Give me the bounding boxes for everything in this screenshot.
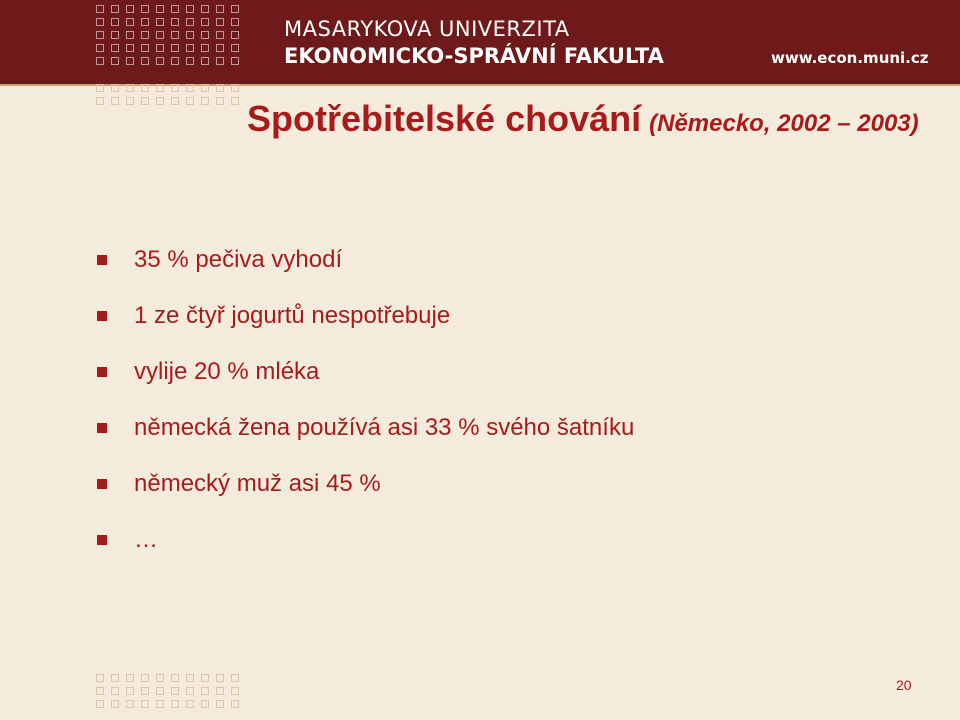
header-bar [0, 0, 960, 84]
pattern-square [216, 97, 224, 105]
pattern-square [171, 674, 179, 682]
pattern-square [96, 44, 104, 52]
pattern-square [111, 700, 119, 708]
title-subtitle: (Německo, 2002 – 2003) [649, 110, 919, 137]
bullet-text: německá žena používá asi 33 % svého šatníku [134, 414, 635, 441]
pattern-square [141, 44, 149, 52]
pattern-square [126, 18, 134, 26]
university-name: MASARYKOVA UNIVERZITA [284, 17, 570, 41]
pattern-square [126, 84, 134, 92]
pattern-square [231, 674, 239, 682]
pattern-square [231, 31, 239, 39]
pattern-square [156, 700, 164, 708]
pattern-square [216, 18, 224, 26]
pattern-square [216, 44, 224, 52]
pattern-square [201, 57, 209, 65]
pattern-square [126, 674, 134, 682]
pattern-square [216, 84, 224, 92]
bullet-item [97, 512, 634, 568]
pattern-square [231, 5, 239, 13]
pattern-square [111, 44, 119, 52]
pattern-square [111, 84, 119, 92]
pattern-square [126, 5, 134, 13]
pattern-square [201, 687, 209, 695]
pattern-square [111, 687, 119, 695]
pattern-square [186, 57, 194, 65]
pattern-square [141, 674, 149, 682]
pattern-square [156, 97, 164, 105]
pattern-square [96, 687, 104, 695]
square-bullet-icon [97, 255, 107, 265]
square-bullet-icon [97, 423, 107, 433]
pattern-square [216, 31, 224, 39]
pattern-square [186, 84, 194, 92]
faculty-name: EKONOMICKO-SPRÁVNÍ FAKULTA [284, 44, 664, 68]
pattern-square [156, 687, 164, 695]
pattern-square [141, 57, 149, 65]
pattern-square [186, 687, 194, 695]
pattern-square [96, 57, 104, 65]
pattern-square [126, 97, 134, 105]
bullet-list [97, 232, 634, 568]
pattern-square [96, 97, 104, 105]
pattern-square [141, 18, 149, 26]
pattern-square [186, 674, 194, 682]
pattern-square [156, 18, 164, 26]
pattern-square [231, 700, 239, 708]
pattern-square [156, 31, 164, 39]
decorative-square-pattern [96, 84, 246, 105]
slide-title [247, 98, 919, 140]
pattern-square [216, 687, 224, 695]
pattern-square [201, 97, 209, 105]
pattern-square [186, 97, 194, 105]
pattern-square [216, 57, 224, 65]
pattern-square [201, 84, 209, 92]
pattern-square [96, 700, 104, 708]
pattern-square [126, 700, 134, 708]
website-link[interactable]: www.econ.muni.cz [771, 49, 929, 67]
pattern-square [231, 57, 239, 65]
bullet-text: 1 ze čtyř jogurtů nespotřebuje [134, 302, 451, 329]
bullet-text: … [134, 526, 158, 553]
pattern-square [126, 57, 134, 65]
pattern-square [156, 57, 164, 65]
pattern-square [171, 57, 179, 65]
pattern-square [231, 97, 239, 105]
pattern-square [96, 18, 104, 26]
pattern-square [186, 44, 194, 52]
page-number: 20 [896, 677, 912, 693]
pattern-square [126, 31, 134, 39]
bullet-item [97, 400, 634, 456]
pattern-square [126, 687, 134, 695]
pattern-square [231, 18, 239, 26]
pattern-square [156, 5, 164, 13]
pattern-square [171, 44, 179, 52]
pattern-square [171, 97, 179, 105]
pattern-square [156, 44, 164, 52]
pattern-square [96, 84, 104, 92]
pattern-square [171, 18, 179, 26]
pattern-square [171, 84, 179, 92]
pattern-square [201, 31, 209, 39]
pattern-square [96, 5, 104, 13]
square-bullet-icon [97, 367, 107, 377]
pattern-square [171, 5, 179, 13]
bullet-text: německý muž asi 45 % [134, 470, 381, 497]
pattern-square [231, 44, 239, 52]
pattern-square [156, 674, 164, 682]
pattern-square [111, 31, 119, 39]
bullet-text: 35 % pečiva vyhodí [134, 246, 343, 273]
pattern-square [141, 97, 149, 105]
bullet-item [97, 456, 634, 512]
pattern-square [111, 18, 119, 26]
bullet-item [97, 288, 634, 344]
pattern-square [186, 31, 194, 39]
pattern-square [231, 84, 239, 92]
pattern-square [111, 674, 119, 682]
pattern-square [141, 31, 149, 39]
title-main: Spotřebitelské chování [247, 98, 642, 139]
pattern-square [111, 97, 119, 105]
pattern-square [111, 57, 119, 65]
pattern-square [171, 687, 179, 695]
pattern-square [96, 31, 104, 39]
bullet-item [97, 344, 634, 400]
pattern-square [126, 44, 134, 52]
pattern-square [201, 700, 209, 708]
pattern-square [201, 5, 209, 13]
pattern-square [96, 674, 104, 682]
pattern-square [141, 700, 149, 708]
bullet-item [97, 232, 634, 288]
pattern-square [156, 84, 164, 92]
pattern-square [171, 700, 179, 708]
pattern-square [216, 5, 224, 13]
pattern-square [141, 84, 149, 92]
square-bullet-icon [97, 535, 107, 545]
pattern-square [201, 44, 209, 52]
pattern-square [186, 18, 194, 26]
pattern-square [141, 687, 149, 695]
pattern-square [216, 700, 224, 708]
square-bullet-icon [97, 479, 107, 489]
decorative-square-pattern [96, 5, 246, 65]
square-bullet-icon [97, 311, 107, 321]
pattern-square [111, 5, 119, 13]
pattern-square [216, 674, 224, 682]
decorative-square-pattern [96, 674, 246, 708]
pattern-square [231, 687, 239, 695]
pattern-square [186, 5, 194, 13]
bullet-text: vylije 20 % mléka [134, 358, 320, 385]
pattern-square [201, 18, 209, 26]
pattern-square [201, 674, 209, 682]
pattern-square [141, 5, 149, 13]
pattern-square [171, 31, 179, 39]
pattern-square [186, 700, 194, 708]
